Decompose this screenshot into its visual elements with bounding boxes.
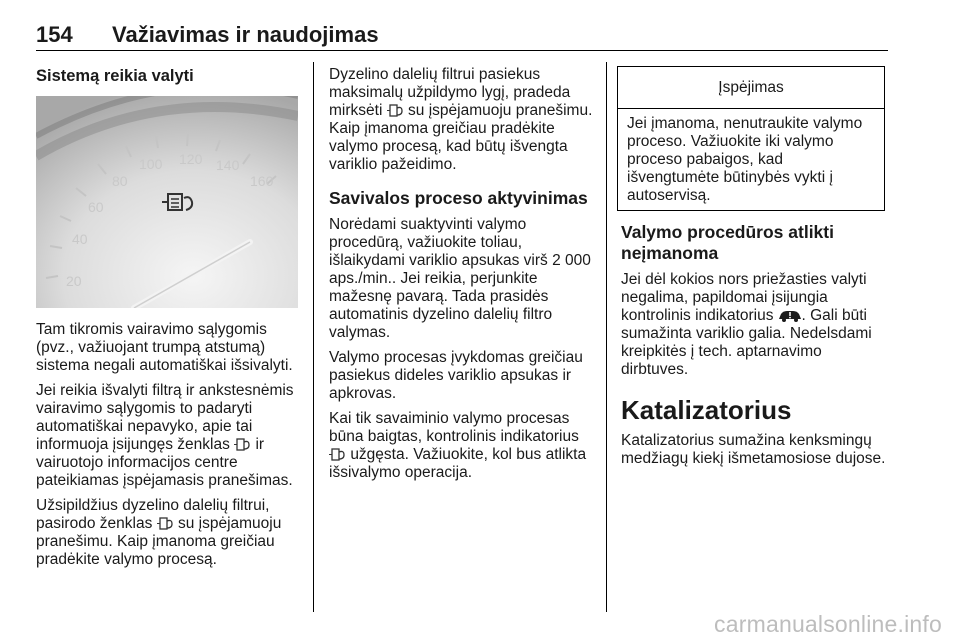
gauge-label-120: 120 xyxy=(179,151,203,167)
paragraph-text: Katalizatorius sumažina kenksmingų medžiagų kiekį išmetamosiose dujose. xyxy=(621,432,886,467)
speedometer-illustration xyxy=(36,96,298,308)
paragraph-text: su įspėjamuoju pranešimu. Kaip įmanoma greičiau pradėkite valymo procesą. xyxy=(36,515,282,568)
dpf-symbol-icon xyxy=(387,104,404,117)
middle-column xyxy=(329,66,594,489)
paragraph-text: Jei reikia išvalyti filtrą ir ankstesnėmis vairavimo sąlygomis to padaryti automatiškai nepavyko, apie tai informuoja įsijungęs ženklas xyxy=(36,382,294,453)
gauge-figure xyxy=(36,96,298,308)
dpf-symbol-icon xyxy=(234,438,251,451)
section-heading-cleaning-impossible: Valymo procedūros atlikti neįmanoma xyxy=(621,222,834,263)
paragraph xyxy=(36,497,301,569)
paragraph xyxy=(621,432,889,468)
paragraph xyxy=(36,321,301,375)
paragraph-text: su įspėjamuoju pranešimu. Kaip įmanoma greičiau pradėkite valymo procesą, kad būtų išvengta variklio pažeidimo. xyxy=(329,102,593,173)
paragraph xyxy=(329,349,594,403)
paragraph-text: Jei dėl kokios nors priežasties valyti negalima, papildomai įsijungia kontrolinis indikatorius xyxy=(621,271,867,324)
paragraph xyxy=(329,216,594,342)
paragraph-text: . Gali būti sumažinta variklio galia. Nedelsdami kreipkitės į tech. aptarnavimo dirbtuves. xyxy=(621,307,872,378)
gauge-label-140: 140 xyxy=(216,157,240,173)
gauge-label-20: 20 xyxy=(66,273,82,289)
paragraph-text: Tam tikromis vairavimo sąlygomis (pvz., važiuojant trumpą atstumą) sistema negali automatiškai išsivalyti. xyxy=(36,321,293,374)
right-column xyxy=(621,222,889,475)
section-heading-catalyst: Katalizatorius xyxy=(621,395,792,425)
left-column xyxy=(36,66,301,93)
gauge-label-160: 160 xyxy=(250,173,274,189)
warning-box xyxy=(617,66,885,211)
warning-body: Jei įmanoma, nenutraukite valymo proceso. Važiuokite iki valymo proceso pabaigos, kad išvengtumėte būtinybės vykti į autoservisą. xyxy=(627,115,863,204)
gauge-label-60: 60 xyxy=(88,199,104,215)
section-heading-self-cleaning: Savivalos proceso aktyvinimas xyxy=(329,188,588,208)
column-divider-1 xyxy=(313,62,314,612)
watermark: carmanualsonline.info xyxy=(714,611,942,637)
paragraph xyxy=(36,382,301,490)
section-heading-cleaning-needed: Sistemą reikia valyti xyxy=(36,67,194,85)
page-number: 154 xyxy=(36,22,73,47)
gauge-label-80: 80 xyxy=(112,173,128,189)
paragraph-text: ir vairuotojo informacijos centre pateikiamas įspėjamasis pranešimas. xyxy=(36,436,293,489)
dpf-symbol-icon xyxy=(157,517,174,530)
left-column-text xyxy=(36,321,301,576)
paragraph-text: Kai tik savaiminio valymo procesas būna baigtas, kontrolinis indikatorius xyxy=(329,410,579,445)
paragraph xyxy=(621,271,889,379)
chapter-title: Važiavimas ir naudojimas xyxy=(112,22,379,47)
paragraph-text: užgęsta. Važiuokite, kol bus atlikta išsivalymo operacija. xyxy=(329,446,587,481)
dpf-symbol-icon xyxy=(329,448,346,461)
paragraph-text: Dyzelino dalelių filtrui pasiekus maksimalų užpildymo lygį, pradeda mirksėti xyxy=(329,66,571,119)
paragraph xyxy=(329,66,594,174)
paragraph xyxy=(329,410,594,482)
column-divider-2 xyxy=(606,62,607,612)
paragraph-text: Valymo procesas įvykdomas greičiau pasiekus dideles variklio apsukas ir apkrovas. xyxy=(329,349,583,402)
paragraph-text: Norėdami suaktyvinti valymo procedūrą, važiuokite toliau, išlaikydami variklio apsukas virš 2 000 aps./min.. Jei reikia, perjunkite mažesnę pavarą. Tada prasidės automatinis dyzelino dalelių filtro valymas. xyxy=(329,216,591,341)
gauge-label-40: 40 xyxy=(72,231,88,247)
check-engine-car-icon xyxy=(778,309,802,322)
page-header xyxy=(36,18,888,51)
gauge-label-100: 100 xyxy=(139,156,163,172)
paragraph-text: Užsipildžius dyzelino dalelių filtrui, pasirodo ženklas xyxy=(36,497,270,532)
warning-title: Įspėjimas xyxy=(618,67,884,109)
